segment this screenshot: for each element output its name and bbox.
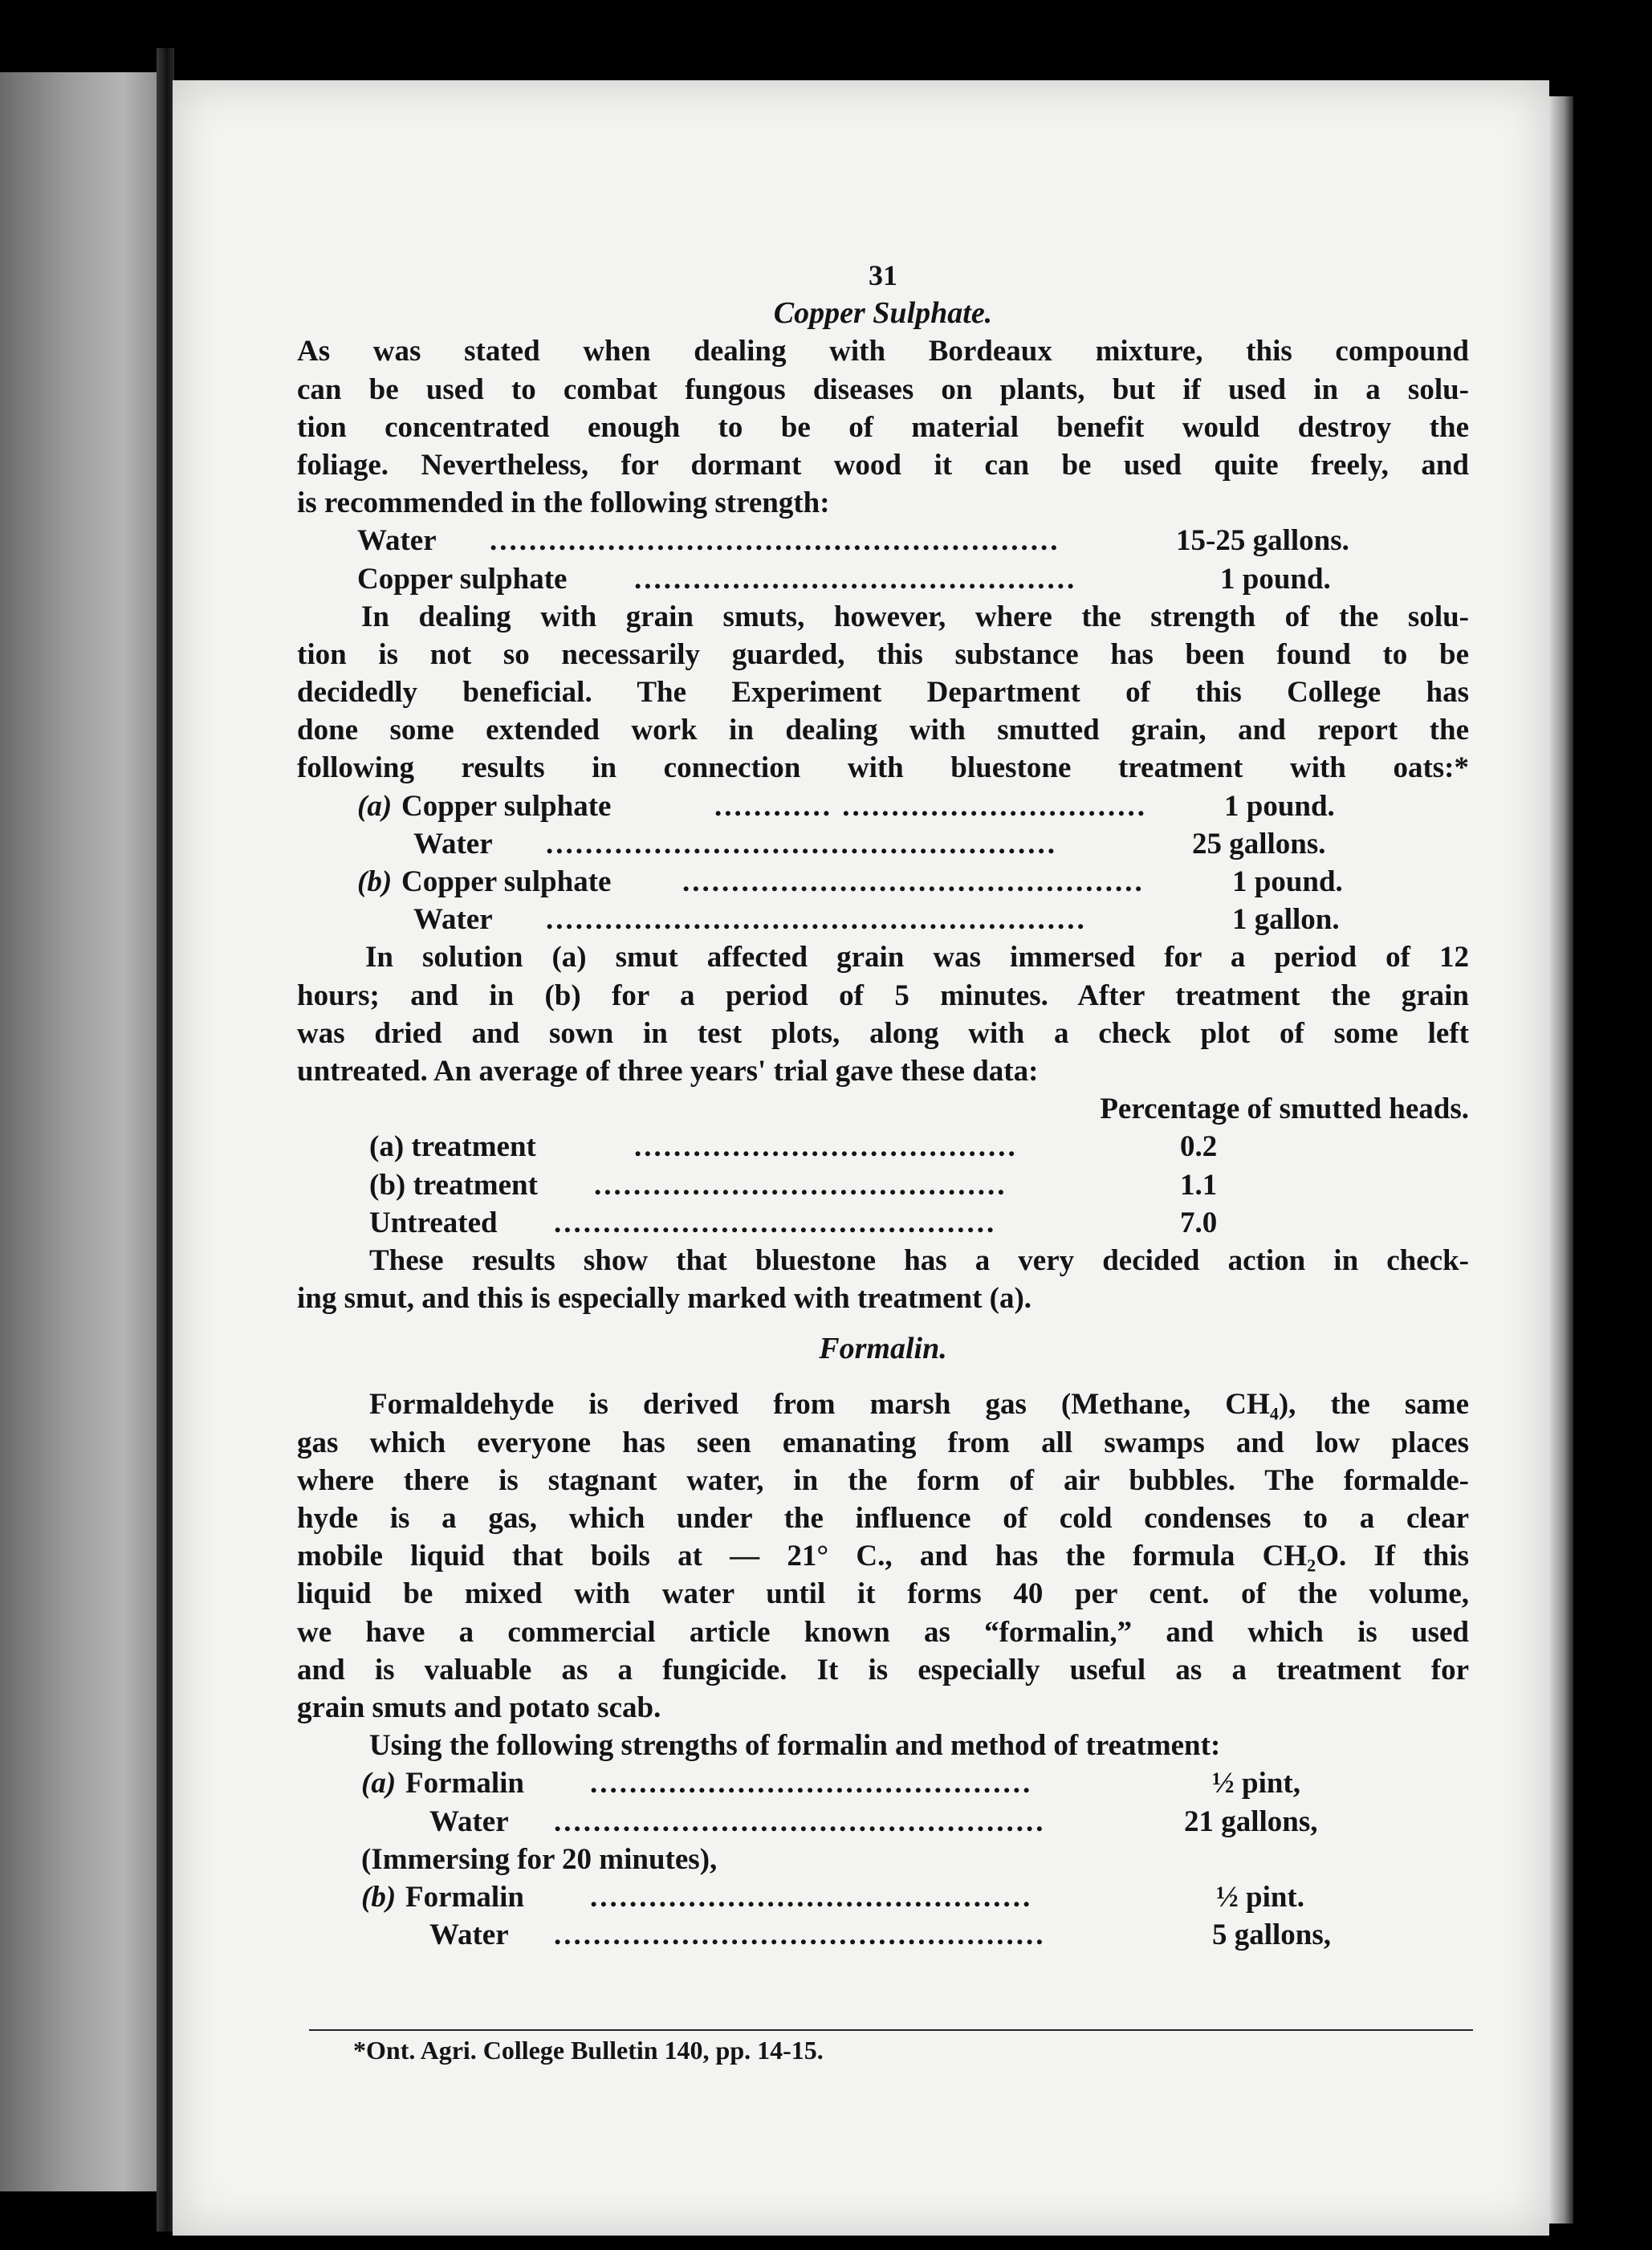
- facing-page-edge: [0, 72, 165, 2191]
- recipe-label: Formalin: [405, 1880, 524, 1914]
- leader-dots: ..........................................................: [490, 524, 1060, 558]
- footnote-rule: [309, 2029, 1473, 2031]
- recipe-prefix: (a): [357, 789, 393, 823]
- results-value: 7.0: [1180, 1206, 1218, 1239]
- recipe-label: Water: [413, 827, 493, 861]
- paragraph-line: done some extended work in dealing with smutted grain, and report the: [297, 714, 1469, 747]
- recipe-value: 5 gallons,: [1212, 1918, 1332, 1952]
- leader-dots: .............................................: [634, 562, 1077, 596]
- paragraph-line: we have a commercial article known as “formalin,” and which is used: [297, 1615, 1469, 1649]
- recipe-label: Copper sulphate: [357, 562, 568, 596]
- recipe-row: [297, 863, 1469, 901]
- recipe-row: [297, 1878, 1469, 1916]
- results-value: 1.1: [1180, 1168, 1218, 1202]
- paragraph-line: As was stated when dealing with Bordeaux mixture, this compound: [297, 335, 1469, 368]
- recipe-prefix: (b): [361, 1880, 397, 1914]
- paragraph-line: In solution (a) smut affected grain was immersed for a period of 12: [365, 941, 1469, 974]
- recipe-label: Water: [413, 903, 493, 937]
- recipe-label: Water: [429, 1918, 509, 1952]
- recipe-row: [297, 787, 1469, 825]
- recipe-prefix: (b): [357, 865, 393, 898]
- paragraph-line: is recommended in the following strength:: [297, 486, 830, 520]
- paragraph-line: hours; and in (b) for a period of 5 minutes. After treatment the grain: [297, 979, 1469, 1012]
- leader-dots: .............................................: [554, 1206, 997, 1239]
- recipe-label: Water: [357, 524, 437, 558]
- paragraph-line: liquid be mixed with water until it forms 40 per cent. of the volume,: [297, 1577, 1469, 1611]
- recipe-row: [297, 1916, 1469, 1954]
- page-right-edge: [1549, 96, 1573, 2224]
- recipe-value: 1 pound.: [1220, 562, 1331, 596]
- paragraph-line: tion is not so necessarily guarded, this substance has been found to be: [297, 637, 1469, 671]
- paragraph-line: gas which everyone has seen emanating from all swamps and low places: [297, 1426, 1469, 1459]
- recipe-value: 25 gallons.: [1192, 827, 1326, 861]
- leader-dots: .......................................................: [546, 903, 1087, 937]
- leader-dots: .............................................: [590, 1767, 1033, 1800]
- results-label: Untreated: [369, 1206, 498, 1239]
- page-text: [297, 257, 1469, 1954]
- recipe-row: [297, 901, 1469, 938]
- paragraph-line: Using the following strengths of formalin and method of treatment:: [369, 1729, 1221, 1763]
- section-heading-copper-sulphate: Copper Sulphate.: [773, 296, 993, 331]
- recipe-label: Copper sulphate: [401, 865, 612, 898]
- recipe-label: Water: [429, 1804, 509, 1838]
- paragraph-line: In dealing with grain smuts, however, where the strength of the solu-: [361, 600, 1469, 633]
- results-value: 0.2: [1180, 1130, 1218, 1164]
- results-row: [297, 1166, 1469, 1204]
- paragraph-line: can be used to combat fungous diseases on plants, but if used in a solu-: [297, 372, 1469, 406]
- recipe-value: 21 gallons,: [1184, 1804, 1318, 1838]
- leader-dots: ..................................................: [554, 1804, 1046, 1838]
- paragraph-line: hyde is a gas, which under the influence of cold condenses to a clear: [297, 1502, 1469, 1535]
- paragraph-line: Formaldehyde is derived from marsh gas (Methane, CH₄), the same: [369, 1388, 1469, 1422]
- paragraph-line: was dried and sown in test plots, along with a check plot of some left: [297, 1016, 1469, 1050]
- results-label: (b) treatment: [369, 1168, 538, 1202]
- recipe-row: [297, 522, 1469, 559]
- footnote: *Ont. Agri. College Bulletin 140, pp. 14-15.: [353, 2036, 824, 2065]
- recipe-row: [297, 825, 1469, 863]
- paragraph-line: and is valuable as a fungicide. It is especially useful as a treatment for: [297, 1653, 1469, 1686]
- paragraph-line: where there is stagnant water, in the form of air bubbles. The formalde-: [297, 1463, 1469, 1497]
- paragraph-line: tion concentrated enough to be of material benefit would destroy the: [297, 410, 1469, 444]
- recipe-label: Formalin: [405, 1767, 524, 1800]
- paragraph-line: following results in connection with bluestone treatment with oats:*: [297, 751, 1469, 785]
- page-number: 31: [869, 259, 897, 291]
- leader-dots: .......................................: [634, 1130, 1018, 1164]
- recipe-row: [297, 1764, 1469, 1802]
- leader-dots: .............................................: [590, 1880, 1033, 1914]
- book-gutter: [157, 48, 174, 2232]
- results-header: Percentage of smutted heads.: [1100, 1092, 1469, 1126]
- paragraph-line: grain smuts and potato scab.: [297, 1691, 661, 1724]
- leader-dots: ..................................................: [554, 1918, 1046, 1952]
- recipe-row: [297, 1803, 1469, 1841]
- recipe-value: 15-25 gallons.: [1176, 524, 1349, 558]
- recipe-value: ½ pint.: [1216, 1880, 1305, 1914]
- leader-dots: ............ ...............................: [714, 789, 1147, 823]
- spacer: [297, 1368, 1469, 1385]
- recipe-prefix: (a): [361, 1767, 397, 1800]
- paragraph-line: These results show that bluestone has a very decided action in check-: [369, 1243, 1469, 1277]
- leader-dots: ...............................................: [682, 865, 1145, 898]
- immersing-note: (Immersing for 20 minutes),: [361, 1842, 718, 1876]
- recipe-value: 1 pound.: [1232, 865, 1343, 898]
- paragraph-line: decidedly beneficial. The Experiment Department of this College has: [297, 676, 1469, 710]
- leader-dots: ....................................................: [546, 827, 1057, 861]
- recipe-value: ½ pint,: [1212, 1767, 1301, 1800]
- results-row: [297, 1204, 1469, 1242]
- section-heading-formalin: Formalin.: [819, 1332, 947, 1366]
- paragraph-line: untreated. An average of three years' trial gave these data:: [297, 1054, 1039, 1088]
- paragraph-line: foliage. Nevertheless, for dormant wood it can be used quite freely, and: [297, 448, 1469, 482]
- leader-dots: ..........................................: [594, 1168, 1007, 1202]
- results-label: (a) treatment: [369, 1130, 536, 1164]
- recipe-label: Copper sulphate: [401, 789, 612, 823]
- recipe-value: 1 gallon.: [1232, 903, 1340, 937]
- paragraph-line: mobile liquid that boils at — 21° C., and has the formula CH₂O. If this: [297, 1540, 1469, 1573]
- recipe-row: [297, 560, 1469, 598]
- recipe-value: 1 pound.: [1224, 789, 1335, 823]
- paragraph-line: ing smut, and this is especially marked with treatment (a).: [297, 1282, 1032, 1316]
- results-row: [297, 1128, 1469, 1166]
